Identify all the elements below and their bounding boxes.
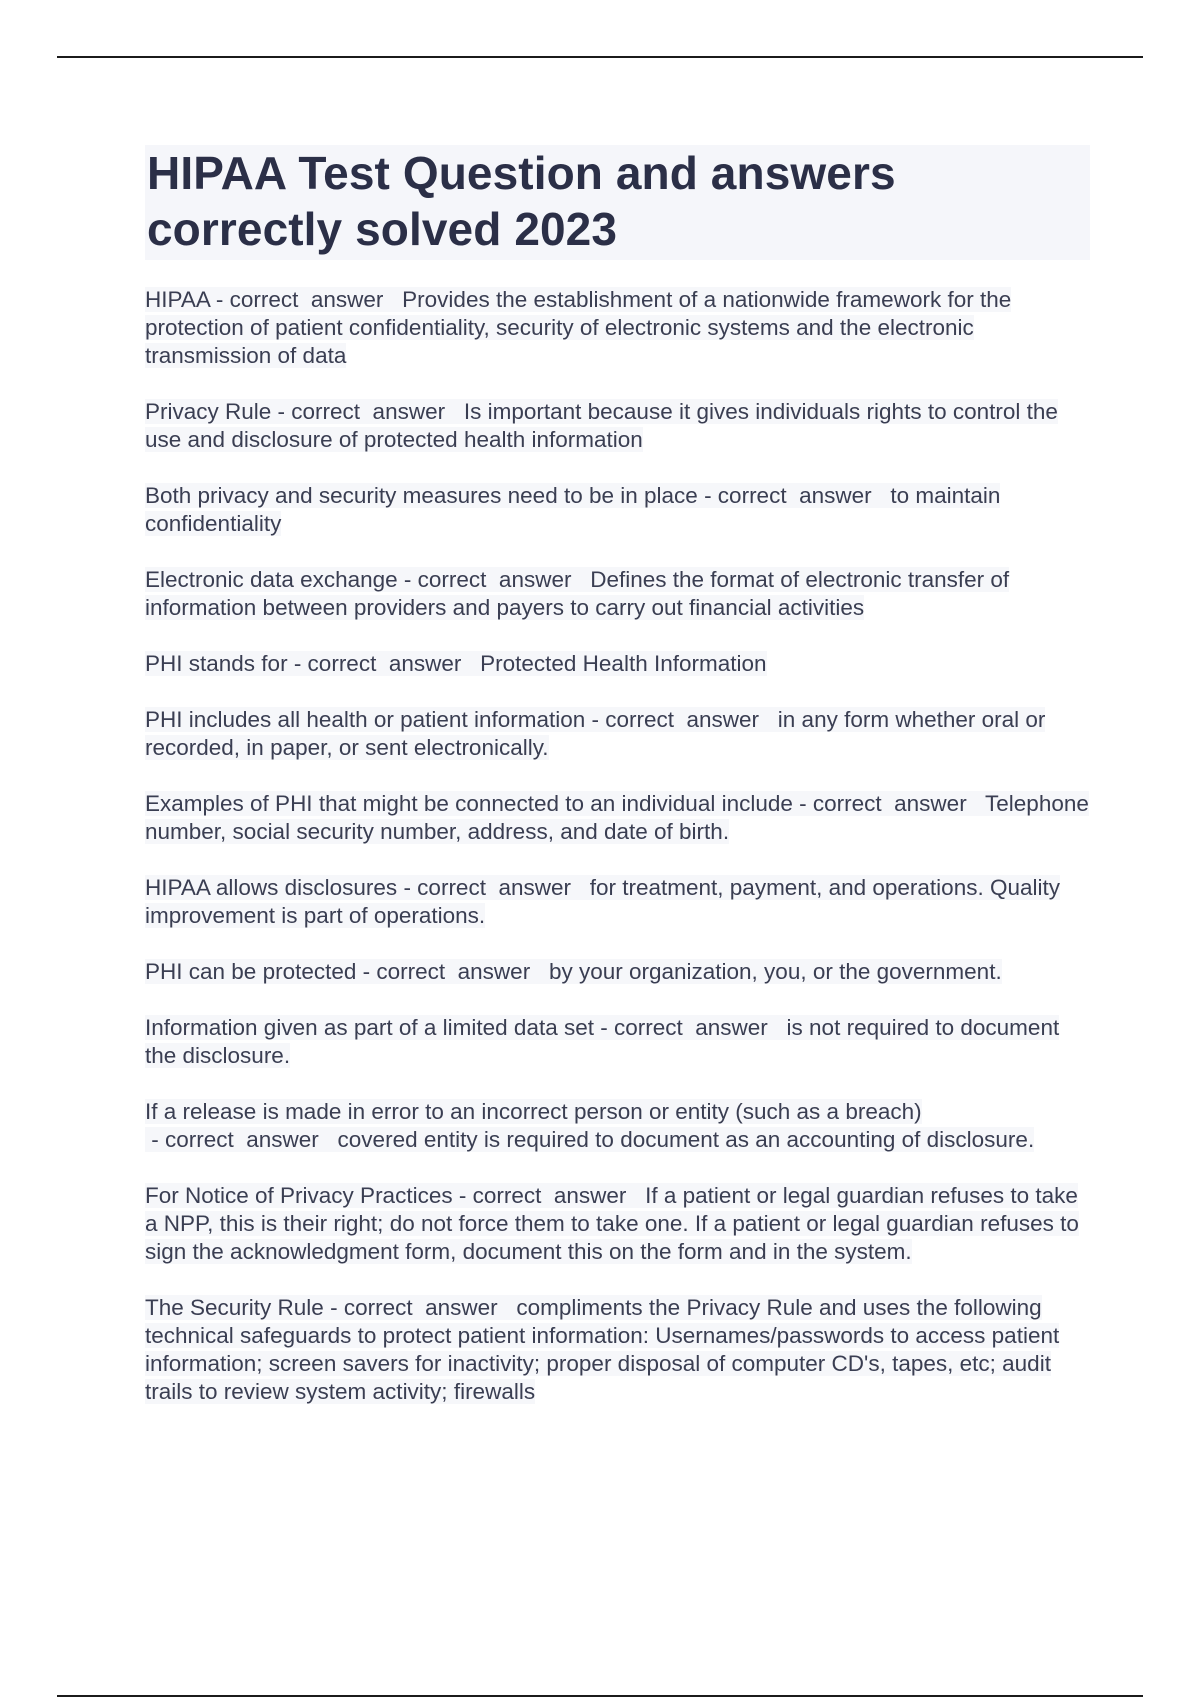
qa-item	[145, 1182, 1090, 1266]
qa-separator: - correct answer	[271, 399, 464, 424]
qa-answer: Protected Health Information	[480, 651, 767, 676]
qa-answer: is not required to document the disclosure.	[145, 1015, 1060, 1068]
qa-separator: - correct answer	[452, 1183, 646, 1208]
document-body	[145, 145, 1090, 1434]
qa-item	[145, 790, 1090, 846]
qa-separator: - correct answer	[209, 287, 403, 312]
qa-separator: - correct answer	[397, 875, 590, 900]
qa-item	[145, 706, 1090, 762]
qa-item	[145, 286, 1090, 370]
qa-item	[145, 958, 1090, 986]
qa-separator: - correct answer	[585, 707, 778, 732]
qa-term: Electronic data exchange	[145, 567, 398, 592]
qa-answer: Defines the format of electronic transfer of information between providers and payers to carry out financial activities	[145, 567, 1010, 620]
qa-item	[145, 874, 1090, 930]
qa-item	[145, 650, 1090, 678]
qa-answer: to maintain confidentiality	[145, 483, 1001, 536]
qa-answer: If a patient or legal guardian refuses to take a NPP, this is their right; do not force them to take one. If a patient or legal guardian refuses to sign the acknowledgment form, document this on the form and in the system.	[145, 1183, 1079, 1264]
qa-answer: Is important because it gives individuals rights to control the use and disclosure of protected health information	[145, 399, 1058, 452]
qa-answer: Telephone number, social security number, address, and date of birth.	[145, 791, 1089, 844]
qa-answer: in any form whether oral or recorded, in paper, or sent electronically.	[145, 707, 1046, 760]
qa-answer: Provides the establishment of a nationwide framework for the protection of patient confidentiality, security of electronic systems and the electronic transmission of data	[145, 287, 1012, 368]
qa-item	[145, 482, 1090, 538]
qa-separator: - correct answer	[356, 959, 549, 984]
qa-term: Privacy Rule	[145, 399, 272, 424]
qa-term: The Security Rule	[145, 1295, 324, 1320]
qa-item	[145, 566, 1090, 622]
top-rule	[57, 56, 1143, 58]
qa-term: Information given as part of a limited data set	[145, 1015, 594, 1040]
qa-separator: - correct answer	[287, 651, 481, 676]
qa-term: Examples of PHI that might be connected to an individual include	[145, 791, 793, 816]
qa-item	[145, 398, 1090, 454]
qa-item	[145, 1098, 1090, 1154]
qa-term: PHI stands for	[145, 651, 288, 676]
qa-separator: - correct answer	[145, 1127, 338, 1152]
qa-term: Both privacy and security measures need to be in place	[145, 483, 698, 508]
qa-term: PHI includes all health or patient information	[145, 707, 586, 732]
qa-answer: for treatment, payment, and operations. Quality improvement is part of operations.	[145, 875, 1060, 928]
qa-item	[145, 1294, 1090, 1406]
qa-answer: compliments the Privacy Rule and uses the following technical safeguards to protect patient information: Usernames/passwords to access patient information; screen savers for inactivity; proper disposal of computer CD's, tapes, etc; audit trails to review system activity; firewalls	[145, 1295, 1060, 1404]
bottom-rule	[57, 1695, 1143, 1697]
qa-separator: - correct answer	[792, 791, 986, 816]
document-title: HIPAA Test Question and answers correctly solved 2023	[147, 147, 896, 255]
title-block	[145, 145, 1090, 260]
qa-item	[145, 1014, 1090, 1070]
qa-separator: - correct answer	[594, 1015, 787, 1040]
qa-separator: - correct answer	[697, 483, 891, 508]
qa-term: If a release is made in error to an incorrect person or entity (such as a breach)	[145, 1099, 922, 1124]
qa-separator: - correct answer	[397, 567, 591, 592]
qa-list	[145, 286, 1090, 1406]
qa-separator: - correct answer	[323, 1295, 517, 1320]
qa-term: For Notice of Privacy Practices	[145, 1183, 453, 1208]
qa-term: PHI can be protected	[145, 959, 357, 984]
qa-answer: covered entity is required to document as an accounting of disclosure.	[337, 1127, 1035, 1152]
qa-answer: by your organization, you, or the government.	[548, 959, 1002, 984]
qa-term: HIPAA	[145, 287, 210, 312]
qa-term: HIPAA allows disclosures	[145, 875, 398, 900]
